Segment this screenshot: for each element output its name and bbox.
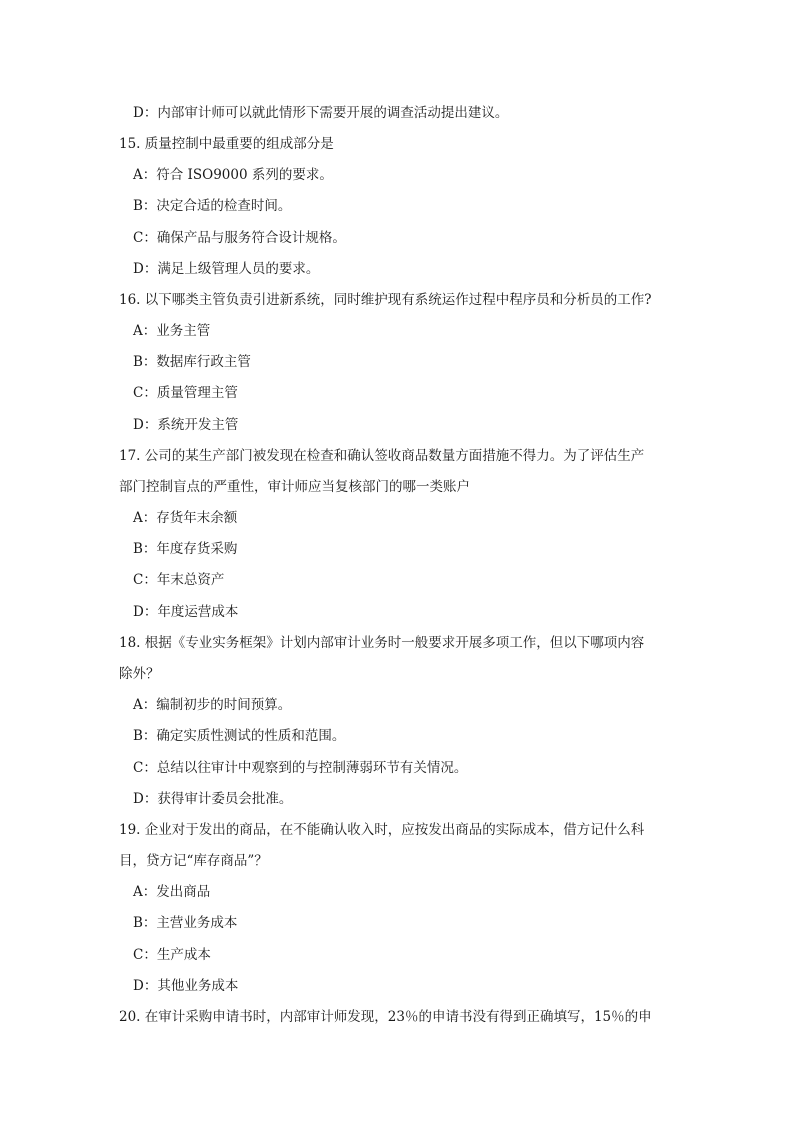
q18-option-a: A：编制初步的时间预算。 (133, 697, 292, 713)
q19-option-c: C：生产成本 (133, 947, 211, 963)
q19-option-d: D：其他业务成本 (133, 978, 239, 994)
q15-option-b: B：决定合适的检查时间。 (133, 198, 292, 214)
question-15: 15. 质量控制中最重要的组成部分是 (119, 136, 334, 152)
question-17: 17. 公司的某生产部门被发现在检查和确认签收商品数量方面措施不得力。为了评估生产 (119, 448, 645, 464)
q17-option-d: D：年度运营成本 (133, 604, 239, 620)
question-19: 19. 企业对于发出的商品，在不能确认收入时，应按发出商品的实际成本，借方记什么科 (119, 822, 645, 838)
question-17-continued: 部门控制盲点的严重性，审计师应当复核部门的哪一类账户 (119, 479, 470, 495)
q19-option-b: B：主营业务成本 (133, 915, 238, 931)
q17-option-b: B：年度存货采购 (133, 541, 238, 557)
q16-option-c: C：质量管理主管 (133, 385, 238, 401)
q15-option-a: A：符合 ISO9000 系列的要求。 (133, 167, 333, 183)
q18-option-c: C：总结以往审计中观察到的与控制薄弱环节有关情况。 (133, 760, 468, 776)
q16-option-d: D：系统开发主管 (133, 417, 239, 433)
q16-option-a: A：业务主管 (133, 323, 211, 339)
q16-option-b: B：数据库行政主管 (133, 354, 251, 370)
question-18: 18. 根据《专业实务框架》计划内部审计业务时一般要求开展多项工作，但以下哪项内容 (119, 635, 645, 651)
question-20: 20. 在审计采购申请书时，内部审计师发现，23％的申请书没有得到正确填写，15％的申 (119, 1009, 652, 1025)
q18-option-b: B：确定实质性测试的性质和范围。 (133, 728, 346, 744)
q17-option-a: A：存货年末余额 (133, 510, 238, 526)
q19-option-a: A：发出商品 (133, 884, 211, 900)
q17-option-c: C：年末总资产 (133, 572, 225, 588)
question-16: 16. 以下哪类主管负责引进新系统，同时维护现有系统运作过程中程序员和分析员的工作? (119, 292, 652, 308)
question-19-continued: 目，贷方记“库存商品”？ (119, 853, 268, 869)
q15-option-c: C：确保产品与服务符合设计规格。 (133, 230, 346, 246)
q18-option-d: D：获得审计委员会批准。 (133, 791, 293, 807)
q15-option-d: D：满足上级管理人员的要求。 (133, 261, 320, 277)
question-18-continued: 除外？ (119, 666, 160, 682)
q14-option-d: D：内部审计师可以就此情形下需要开展的调查活动提出建议。 (133, 105, 509, 121)
